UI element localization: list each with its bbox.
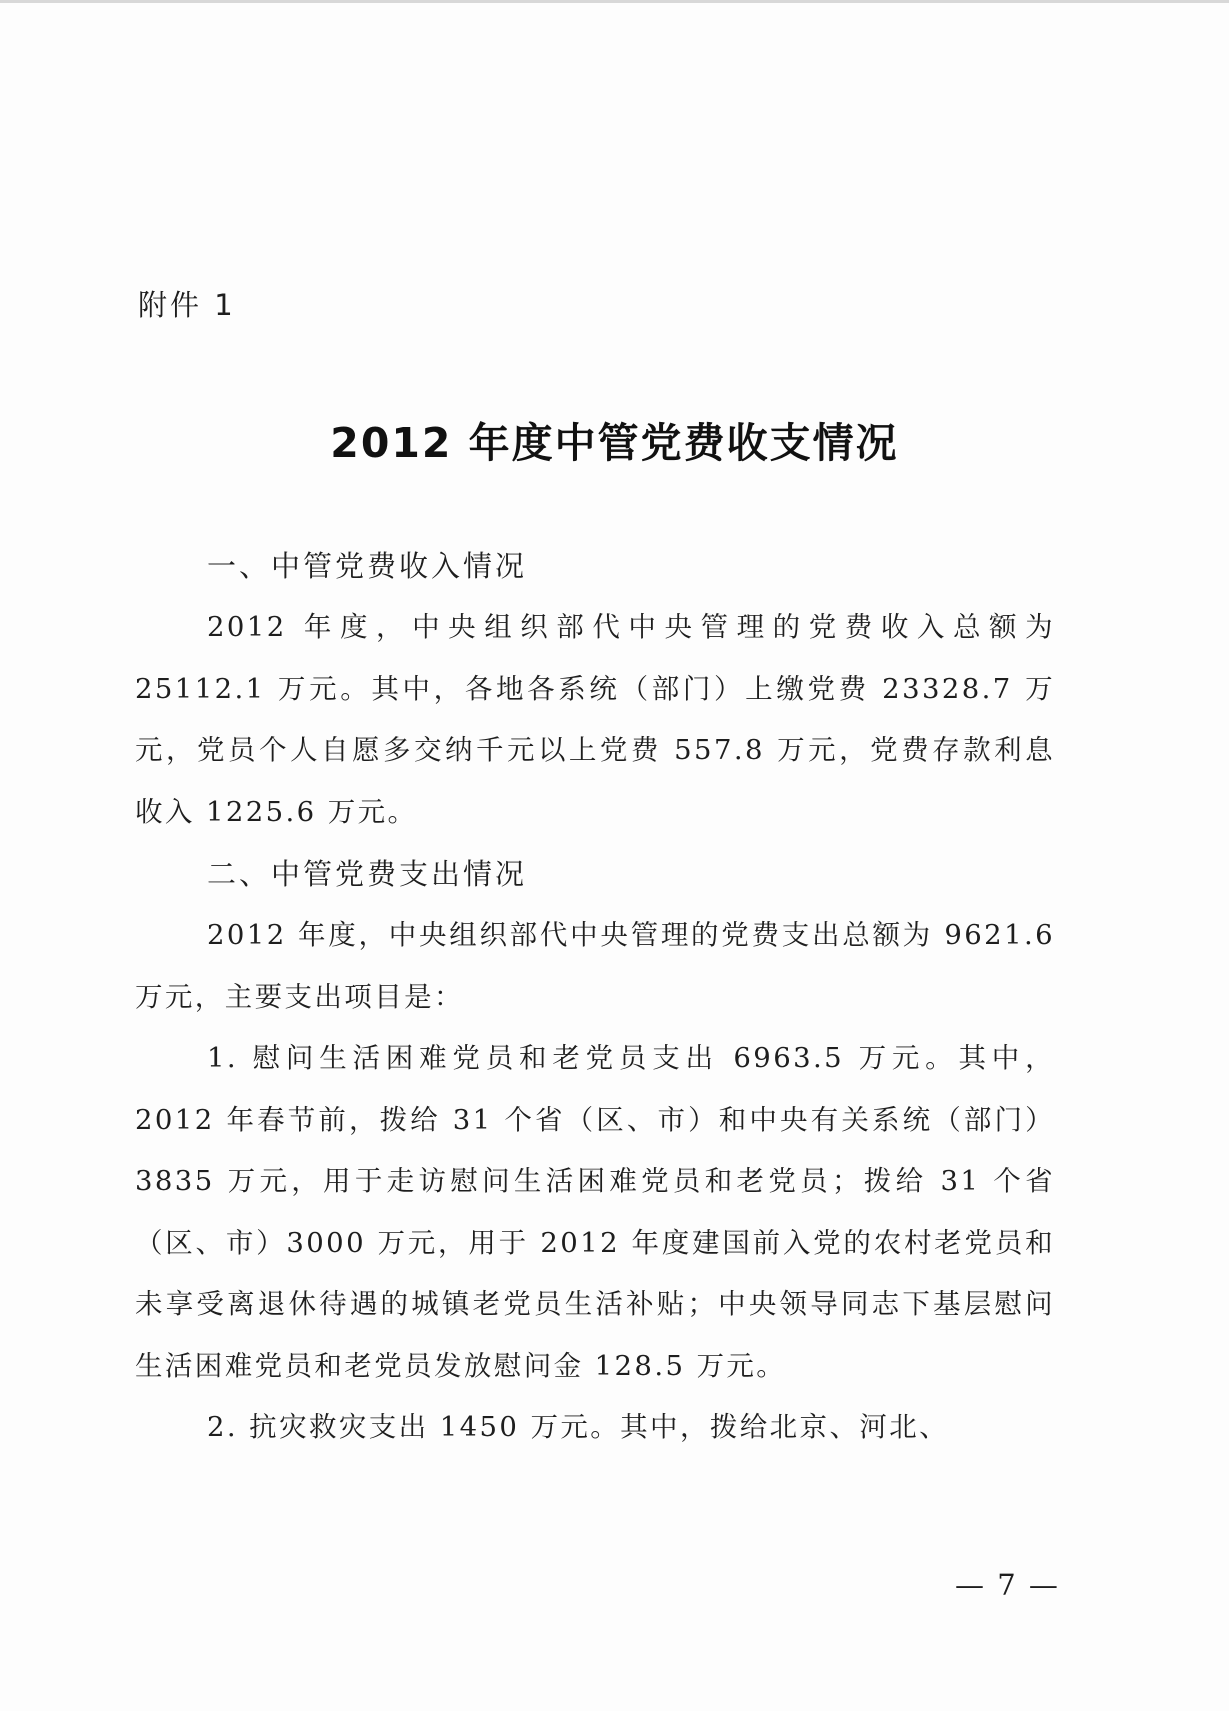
paragraph-expenditure-intro: 2012 年度，中央组织部代中央管理的党费支出总额为 9621.6 万元，主要支出项目是：	[135, 919, 1055, 1013]
scan-edge	[0, 0, 1229, 3]
page-title: 2012 年度中管党费收支情况	[330, 419, 899, 467]
paragraph-expenditure-item-2: 2. 抗灾救灾支出 1450 万元。其中，拨给北京、河北、	[207, 1411, 950, 1443]
page-number: — 7 —	[955, 1568, 1060, 1602]
paragraph-expenditure-item-1: 1. 慰问生活困难党员和老党员支出 6963.5 万元。其中，2012 年春节前，拨给 31 个省（区、市）和中央有关系统（部门）3835 万元，用于走访慰问生活困难党员和老党员；拨给 31 个省（区、市）3000 万元，用于 2012 年度建国前入党的农村老党员和未享受离退休待遇的城镇老党员生活补贴；中央领导同志下基层慰问生活困难党员和老党员发放慰问金 128.5 万元。	[135, 1042, 1055, 1382]
attachment-label: 附件 1	[138, 288, 236, 322]
paragraph-income: 2012 年度，中央组织部代中央管理的党费收入总额为 25112.1 万元。其中，各地各系统（部门）上缴党费 23328.7 万元，党员个人自愿多交纳千元以上党费 557.8 万元，党费存款利息收入 1225.6 万元。	[135, 611, 1055, 828]
document-body	[135, 535, 1055, 1459]
section-heading-income: 一、中管党费收入情况	[207, 549, 528, 583]
section-heading-expenditure: 二、中管党费支出情况	[207, 857, 528, 891]
